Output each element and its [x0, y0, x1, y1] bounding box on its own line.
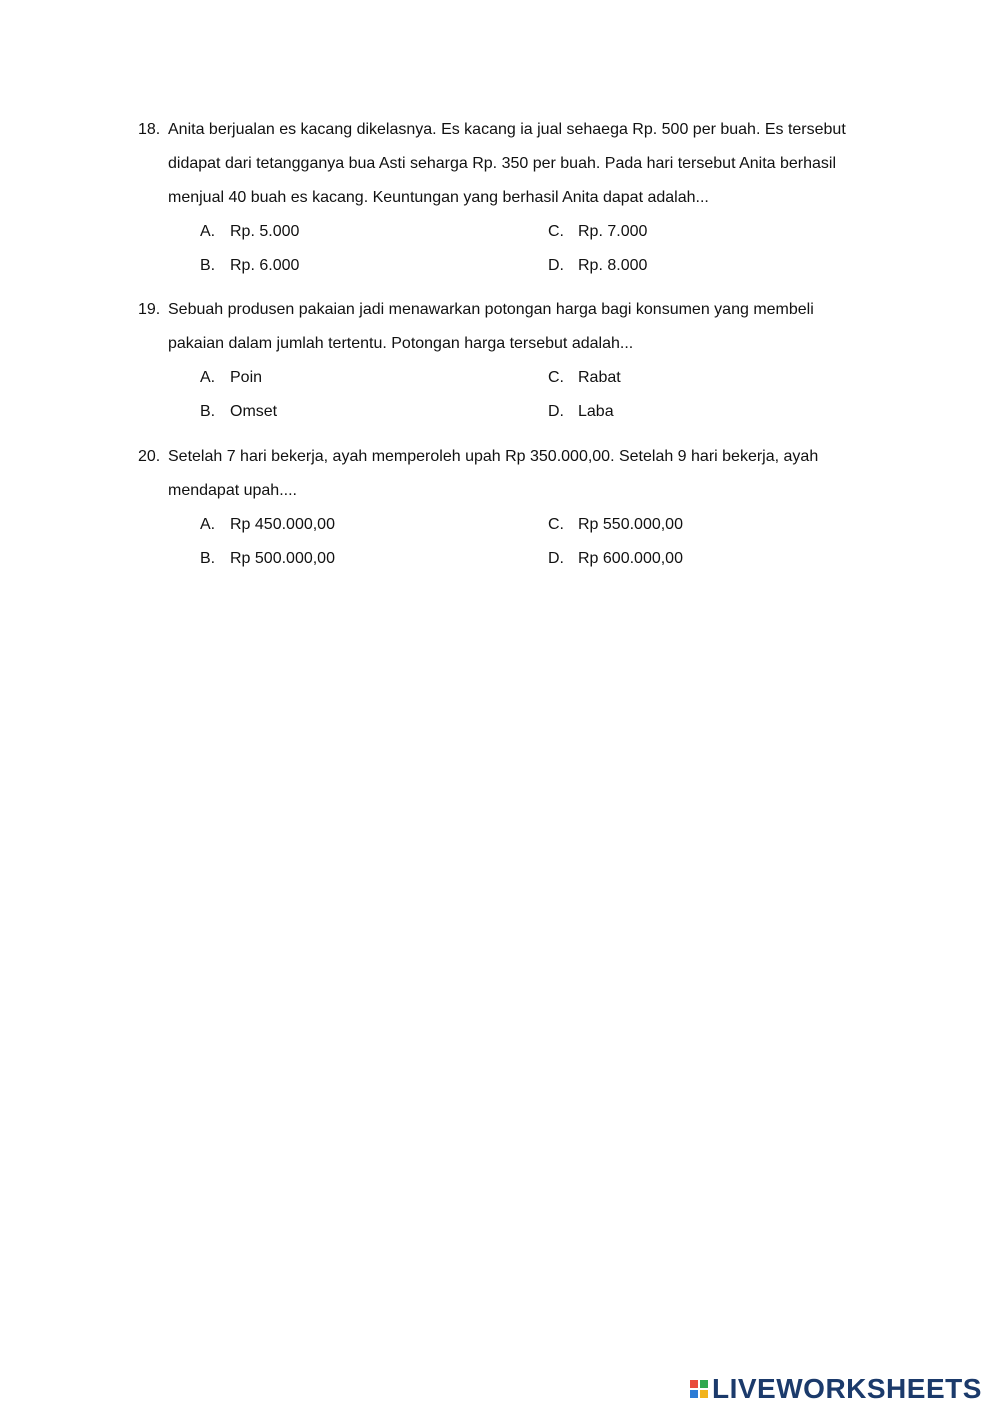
answer-options	[138, 508, 878, 576]
option-d[interactable]	[548, 395, 614, 429]
option-letter: C.	[548, 369, 564, 386]
option-text: Rp 550.000,00	[578, 516, 683, 533]
question-19	[138, 293, 878, 429]
option-text: Rp. 8.000	[578, 257, 648, 274]
option-text: Rabat	[578, 369, 621, 386]
option-letter: A.	[200, 223, 216, 240]
option-text: Laba	[578, 403, 614, 420]
option-b[interactable]	[200, 542, 335, 576]
logo-mark-icon	[690, 1380, 708, 1398]
option-text: Omset	[230, 403, 278, 420]
option-text: Rp. 6.000	[230, 257, 300, 274]
question-18	[138, 113, 878, 283]
logo-square-blue	[690, 1390, 698, 1398]
question-first-line	[138, 440, 878, 474]
option-text: Poin	[230, 369, 263, 386]
question-text: mendapat upah....	[168, 482, 297, 499]
option-c[interactable]	[548, 508, 683, 542]
option-c[interactable]	[548, 215, 647, 249]
question-text: menjual 40 buah es kacang. Keuntungan yang berhasil Anita dapat adalah...	[168, 189, 709, 206]
option-text: Rp 500.000,00	[230, 550, 335, 567]
question-20	[138, 440, 878, 576]
logo-text: LIVEWORKSHEETS	[712, 1373, 982, 1404]
question-first-line	[138, 293, 878, 327]
question-text: Anita berjualan es kacang dikelasnya. Es kacang ia jual sehaega Rp. 500 per buah. Es tersebut	[168, 121, 846, 138]
option-d[interactable]	[548, 542, 683, 576]
option-a[interactable]	[200, 361, 262, 395]
option-letter: D.	[548, 403, 564, 420]
liveworksheets-logo	[690, 1372, 982, 1406]
option-letter: D.	[548, 550, 564, 567]
option-b[interactable]	[200, 249, 299, 283]
option-letter: A.	[200, 369, 216, 386]
option-letter: B.	[200, 403, 216, 420]
question-number: 19.	[138, 301, 161, 318]
answer-options	[138, 361, 878, 429]
option-d[interactable]	[548, 249, 647, 283]
question-number: 20.	[138, 448, 161, 465]
answer-options	[138, 215, 878, 283]
question-text: Setelah 7 hari bekerja, ayah memperoleh upah Rp 350.000,00. Setelah 9 hari bekerja, ayah	[168, 448, 819, 465]
logo-square-red	[690, 1380, 698, 1388]
question-first-line	[138, 113, 878, 147]
question-text: didapat dari tetangganya bua Asti seharga Rp. 350 per buah. Pada hari tersebut Anita berhasil	[168, 155, 837, 172]
option-letter: A.	[200, 516, 216, 533]
option-letter: B.	[200, 257, 216, 274]
option-text: Rp. 7.000	[578, 223, 648, 240]
option-a[interactable]	[200, 508, 335, 542]
question-text: Sebuah produsen pakaian jadi menawarkan potongan harga bagi konsumen yang membeli	[168, 301, 814, 318]
option-a[interactable]	[200, 215, 299, 249]
question-text: pakaian dalam jumlah tertentu. Potongan harga tersebut adalah...	[168, 335, 634, 352]
logo-square-yellow	[700, 1390, 708, 1398]
option-b[interactable]	[200, 395, 277, 429]
option-letter: C.	[548, 516, 564, 533]
option-letter: D.	[548, 257, 564, 274]
option-letter: C.	[548, 223, 564, 240]
question-number: 18.	[138, 121, 161, 138]
option-letter: B.	[200, 550, 216, 567]
option-text: Rp. 5.000	[230, 223, 300, 240]
option-c[interactable]	[548, 361, 621, 395]
option-text: Rp 450.000,00	[230, 516, 335, 533]
logo-square-green	[700, 1380, 708, 1388]
option-text: Rp 600.000,00	[578, 550, 683, 567]
